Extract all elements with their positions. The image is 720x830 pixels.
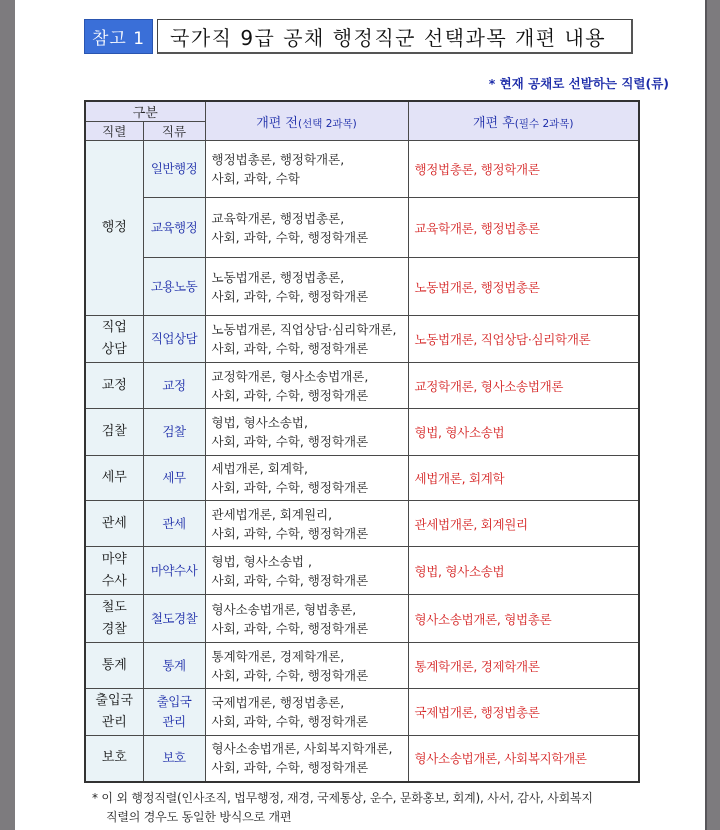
before-cell (205, 198, 408, 258)
header-gubun: 구분 (85, 101, 205, 122)
header-class: 직류 (143, 122, 205, 141)
before-cell (205, 316, 408, 363)
series-line: 경찰 (101, 621, 127, 637)
before-cell (205, 456, 408, 501)
before-line: 형사소송법개론, 사회복지학개론, (211, 741, 393, 757)
series-cell: 검찰 (85, 409, 143, 456)
page-edge (705, 0, 707, 830)
before-line: 사회, 과학, 수학, 행정학개론 (211, 714, 369, 729)
footnote-line-1: * 이 외 행정직렬(인사조직, 법무행정, 재경, 국제통상, 운수, 문화홍보, 회계), 사서, 감사, 사회복지 (92, 791, 593, 805)
before-line: 노동법개론, 행정법총론, (211, 269, 345, 285)
series-line: 철도 (101, 599, 127, 615)
class-line: 관리 (162, 714, 186, 729)
class-cell: 보호 (143, 736, 205, 782)
subject-reform-table (84, 100, 640, 783)
class-cell: 통계 (143, 643, 205, 689)
table-row (85, 736, 639, 782)
before-line: 사회, 과학, 수학, 행정학개론 (211, 387, 369, 403)
after-cell: 교육학개론, 행정법총론 (408, 198, 639, 258)
before-line: 국제법개론, 행정법총론, (211, 695, 345, 710)
before-cell (205, 595, 408, 643)
before-cell (205, 409, 408, 456)
series-cell: 통계 (85, 643, 143, 689)
series-cell: 세무 (85, 456, 143, 501)
class-cell: 검찰 (143, 409, 205, 456)
after-cell: 노동법개론, 행정법총론 (408, 258, 639, 316)
before-line: 통계학개론, 경제학개론, (211, 648, 345, 664)
before-line: 형사소송법개론, 형법총론, (211, 601, 357, 617)
series-cell (85, 316, 143, 363)
series-line: 상담 (101, 342, 127, 357)
before-line: 교정학개론, 형사소송법개론, (211, 368, 369, 384)
before-line: 사회, 과학, 수학, 행정학개론 (211, 667, 369, 683)
title-bar (84, 19, 633, 54)
before-line: 사회, 과학, 수학, 행정학개론 (211, 341, 369, 356)
header-before-label: 개편 전 (256, 115, 298, 131)
header-after-sub: (필수 2과목) (514, 117, 574, 130)
before-line: 형법, 형사소송법 , (211, 553, 312, 569)
table-row (85, 547, 639, 595)
legend-note: * 현재 공채로 선발하는 직렬(류) (488, 76, 669, 91)
before-cell (205, 501, 408, 547)
before-line: 사회, 과학, 수학, 행정학개론 (211, 288, 369, 304)
before-cell (205, 643, 408, 689)
table-row (85, 316, 639, 363)
class-line: 출입국 (156, 694, 192, 709)
before-cell (205, 363, 408, 409)
before-line: 사회, 과학, 수학 (211, 171, 300, 186)
header-before (205, 101, 408, 141)
after-cell: 세법개론, 회계학 (408, 456, 639, 501)
before-cell (205, 547, 408, 595)
before-line: 세법개론, 회계학, (211, 461, 308, 476)
class-cell: 교정 (143, 363, 205, 409)
class-cell: 철도경찰 (143, 595, 205, 643)
table-row (85, 643, 639, 689)
class-cell (143, 689, 205, 736)
table-row (85, 456, 639, 501)
before-cell (205, 141, 408, 198)
series-line: 직업 (101, 320, 127, 335)
series-line: 출입국 (95, 693, 134, 708)
before-line: 노동법개론, 직업상담·심리학개론, (211, 322, 397, 337)
series-cell (85, 689, 143, 736)
series-line: 마약 (101, 551, 127, 567)
table-row (85, 141, 639, 198)
before-line: 관세법개론, 회계원리, (211, 506, 333, 522)
after-cell: 형법, 형사소송법 (408, 547, 639, 595)
footnote (92, 789, 662, 827)
before-line: 사회, 과학, 수학, 행정학개론 (211, 229, 369, 245)
class-cell: 직업상담 (143, 316, 205, 363)
header-series: 직렬 (85, 122, 143, 141)
before-cell (205, 736, 408, 782)
series-cell (85, 595, 143, 643)
before-cell (205, 689, 408, 736)
series-line: 관리 (101, 715, 127, 730)
header-before-sub: (선택 2과목) (298, 117, 357, 130)
table-row (85, 258, 639, 316)
header-after (408, 101, 639, 141)
after-cell: 형사소송법개론, 형법총론 (408, 595, 639, 643)
before-line: 사회, 과학, 수학, 행정학개론 (211, 434, 369, 449)
series-line: 수사 (101, 573, 127, 589)
before-line: 행정법총론, 행정학개론, (211, 152, 345, 167)
table-row (85, 689, 639, 736)
series-cell (85, 547, 143, 595)
before-line: 사회, 과학, 수학, 행정학개론 (211, 620, 369, 636)
table-row (85, 198, 639, 258)
before-line: 사회, 과학, 수학, 행정학개론 (211, 480, 369, 495)
before-line: 사회, 과학, 수학, 행정학개론 (211, 525, 369, 541)
series-cell: 관세 (85, 501, 143, 547)
after-cell: 통계학개론, 경제학개론 (408, 643, 639, 689)
after-cell: 형사소송법개론, 사회복지학개론 (408, 736, 639, 782)
table-row (85, 501, 639, 547)
series-cell: 교정 (85, 363, 143, 409)
class-cell: 관세 (143, 501, 205, 547)
before-line: 교육학개론, 행정법총론, (211, 210, 345, 226)
header-after-label: 개편 후 (472, 115, 515, 131)
table-row (85, 409, 639, 456)
table-row (85, 595, 639, 643)
after-cell: 행정법총론, 행정학개론 (408, 141, 639, 198)
class-cell: 교육행정 (143, 198, 205, 258)
after-cell: 교정학개론, 형사소송법개론 (408, 363, 639, 409)
class-cell: 일반행정 (143, 141, 205, 198)
class-cell: 마약수사 (143, 547, 205, 595)
after-cell: 국제법개론, 행정법총론 (408, 689, 639, 736)
before-cell (205, 258, 408, 316)
table-row (85, 363, 639, 409)
page-title: 국가직 9급 공채 행정직군 선택과목 개편 내용 (157, 19, 633, 54)
after-cell: 관세법개론, 회계원리 (408, 501, 639, 547)
after-cell: 형법, 형사소송법 (408, 409, 639, 456)
before-line: 형법, 형사소송법, (211, 415, 308, 430)
before-line: 사회, 과학, 수학, 행정학개론 (211, 572, 369, 588)
before-line: 사회, 과학, 수학, 행정학개론 (211, 760, 369, 776)
class-cell: 세무 (143, 456, 205, 501)
series-cell: 보호 (85, 736, 143, 782)
series-cell: 행정 (85, 141, 143, 316)
after-cell: 노동법개론, 직업상담·심리학개론 (408, 316, 639, 363)
class-cell: 고용노동 (143, 258, 205, 316)
footnote-line-2: 직렬의 경우도 동일한 방식으로 개편 (106, 810, 292, 824)
reference-badge: 참고 1 (84, 19, 153, 54)
